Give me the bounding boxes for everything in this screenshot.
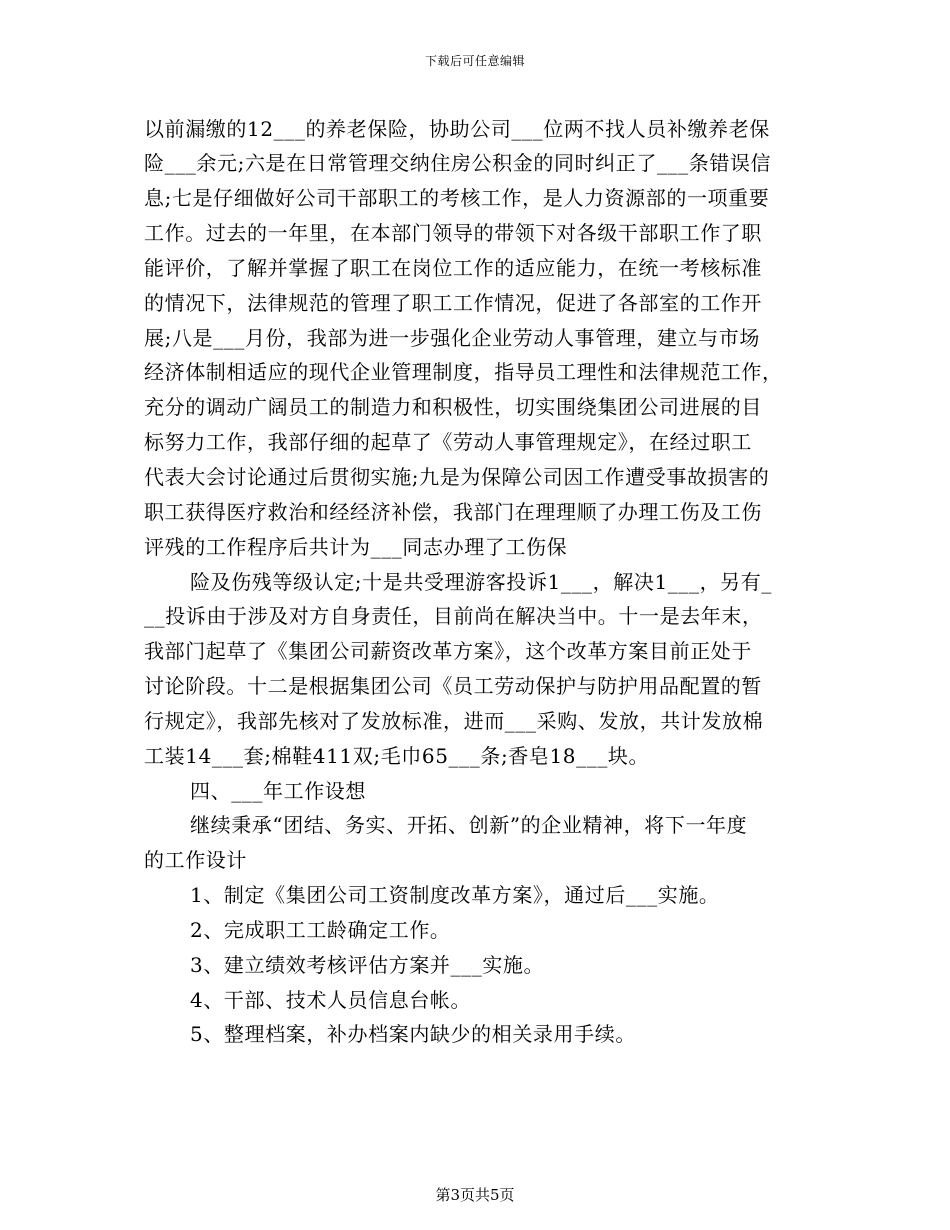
body-line: 展;八是___月份，我部为进一步强化企业劳动人事管理，建立与市场 bbox=[144, 326, 760, 350]
body-line: 的情况下，法律规范的管理了职工工作情况，促进了各部室的工作开 bbox=[144, 291, 762, 315]
list-item: 5、整理档案，补办档案内缺少的相关录用手续。 bbox=[190, 1022, 636, 1046]
body-line: 的工作设计 bbox=[144, 848, 247, 872]
body-line: 能评价，了解并掌握了职工在岗位工作的适应能力，在统一考核标准 bbox=[144, 256, 762, 280]
page-footer: 第3页共5页 bbox=[435, 1186, 515, 1204]
body-line: 我部门起草了《集团公司薪资改革方案》，这个改革方案目前正处于 bbox=[144, 639, 752, 663]
body-line: 经济体制相适应的现代企业管理制度，指导员工理性和法律规范工作， bbox=[144, 360, 783, 384]
body-line: 以前漏缴的12___的养老保险，协助公司___位两不找人员补缴养老保 bbox=[144, 117, 770, 141]
body-line: 职工获得医疗救治和经经济补偿，我部门在理理顺了办理工伤及工伤 bbox=[144, 500, 762, 524]
body-line: 评残的工作程序后共计为___同志办理了工伤保 bbox=[144, 535, 568, 559]
body-line: 充分的调动广阔员工的制造力和积极性，切实围绕集团公司进展的目 bbox=[144, 395, 762, 419]
list-item: 3、建立绩效考核评估方案并___实施。 bbox=[190, 953, 545, 977]
list-item: 4、干部、技术人员信息台帐。 bbox=[190, 988, 472, 1012]
body-line: 工作。过去的一年里，在本部门领导的带领下对各级干部职工作了职 bbox=[144, 221, 762, 245]
list-item: 2、完成职工工龄确定工作。 bbox=[190, 918, 451, 942]
body-line: 行规定》，我部先核对了发放标准，进而___采购、发放，共计发放棉 bbox=[144, 709, 764, 733]
body-line: 险___余元;六是在日常管理交纳住房公积金的同时纠正了___条错误信 bbox=[144, 151, 772, 175]
page-header: 下载后可任意编辑 bbox=[424, 54, 525, 68]
body-line: 险及伤残等级认定;十是共受理游客投诉1___，解决1___，另有_ bbox=[190, 570, 772, 594]
body-line: 工装14___套;棉鞋411双;毛巾65___条;香皂18___块。 bbox=[144, 744, 650, 768]
body-line: 标努力工作，我部仔细的起草了《劳动人事管理规定》，在经过职工 bbox=[144, 430, 752, 454]
body-line: __投诉由于涉及对方自身责任，目前尚在解决当中。十一是去年末， bbox=[144, 604, 763, 628]
body-line: 代表大会讨论通过后贯彻实施;九是为保障公司因工作遭受事故损害的 bbox=[144, 465, 770, 489]
list-item: 1、制定《集团公司工资制度改革方案》，通过后___实施。 bbox=[190, 883, 720, 907]
body-line: 继续秉承“团结、务实、开拓、创新”的企业精神，将下一年度 bbox=[190, 813, 748, 837]
body-line: 讨论阶段。十二是根据集团公司《员工劳动保护与防护用品配置的暂 bbox=[144, 674, 762, 698]
body-line: 息;七是仔细做好公司干部职工的考核工作，是人力资源部的一项重要 bbox=[144, 186, 770, 210]
section-heading: 四、___年工作设想 bbox=[190, 779, 366, 803]
